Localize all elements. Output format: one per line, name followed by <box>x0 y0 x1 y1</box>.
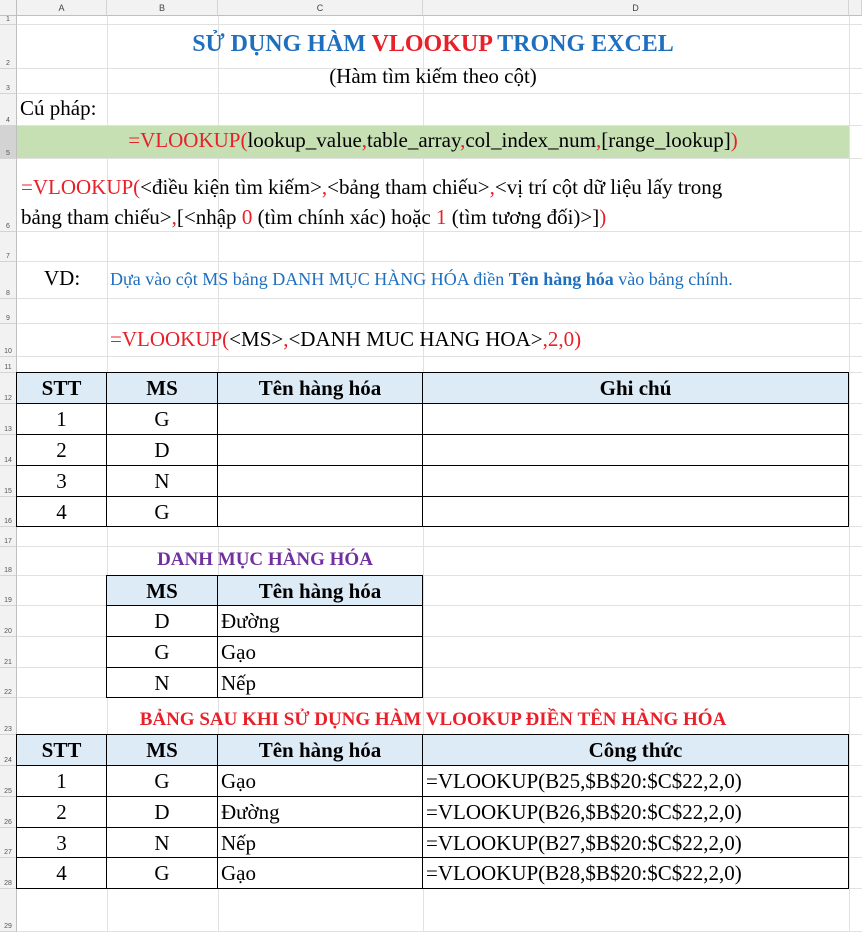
row-header[interactable] <box>0 299 17 324</box>
syntax-arg3: col_index_num <box>465 128 596 152</box>
table-cell[interactable]: 2 <box>17 797 107 828</box>
desc-p4: bảng tham chiếu> <box>21 205 172 229</box>
column-header-cell[interactable]: MS <box>107 373 218 404</box>
table-cell[interactable] <box>423 404 849 435</box>
row-header[interactable] <box>0 94 17 126</box>
row-header[interactable] <box>0 698 17 735</box>
table-cell[interactable]: D <box>107 797 218 828</box>
table-cell[interactable]: G <box>107 858 218 889</box>
table-cell[interactable] <box>218 466 423 497</box>
desc-comma1: , <box>321 175 328 199</box>
table-cell[interactable]: G <box>107 404 218 435</box>
row-number: 15 <box>4 488 12 495</box>
row-number: 5 <box>6 150 10 157</box>
desc-p6: (tìm chính xác) hoặc <box>252 205 436 229</box>
desc-p5: [<nhập <box>176 205 242 229</box>
row-number: 13 <box>4 426 12 433</box>
exf-close: ) <box>574 327 582 351</box>
syntax-arg4: [range_lookup] <box>601 128 731 152</box>
row-header[interactable] <box>0 797 17 828</box>
catalog-title[interactable]: DANH MỤC HÀNG HÓA <box>157 549 373 570</box>
table-cell[interactable] <box>218 404 423 435</box>
description-line2 <box>21 202 722 232</box>
column-header-cell[interactable]: STT <box>17 735 107 766</box>
description-line1 <box>21 172 722 202</box>
exf-comma1: , <box>283 327 289 351</box>
row-number: 4 <box>6 117 10 124</box>
example-formula[interactable] <box>110 327 581 352</box>
exf-n0: 0 <box>563 327 575 351</box>
row-header[interactable] <box>0 16 17 25</box>
column-header-d[interactable]: D <box>423 0 849 16</box>
desc-comma2: , <box>489 175 495 199</box>
row-gridline <box>17 261 862 262</box>
table-cell[interactable]: G <box>107 497 218 527</box>
exf-fn: =VLOOKUP( <box>110 327 230 351</box>
column-header-cell[interactable]: MS <box>107 576 218 606</box>
column-header-cell[interactable]: Ghi chú <box>423 373 849 404</box>
row-gridline <box>17 546 862 547</box>
row-number: 12 <box>4 395 12 402</box>
row-header[interactable] <box>0 159 17 232</box>
table-cell[interactable]: Nếp <box>218 828 423 858</box>
row-header[interactable] <box>0 232 17 262</box>
example-text[interactable] <box>110 269 733 290</box>
row-number: 19 <box>4 597 12 604</box>
syntax-label[interactable]: Cú pháp: <box>20 96 97 120</box>
table-cell[interactable] <box>218 435 423 466</box>
exf-comma2: , <box>542 327 548 351</box>
table-cell[interactable]: N <box>107 466 218 497</box>
table-cell[interactable]: =VLOOKUP(B25,$B$20:$C$22,2,0) <box>423 766 849 797</box>
column-header-cell[interactable]: STT <box>17 373 107 404</box>
column-header-b[interactable]: B <box>107 0 218 16</box>
row-number: 20 <box>4 628 12 635</box>
table-cell[interactable] <box>423 435 849 466</box>
column-header-cell[interactable]: MS <box>107 735 218 766</box>
title-part3: TRONG EXCEL <box>491 31 674 57</box>
row-number: 27 <box>4 849 12 856</box>
table-cell[interactable]: N <box>107 668 218 698</box>
exf-comma3: , <box>558 327 564 351</box>
table-cell[interactable] <box>423 497 849 527</box>
row-number: 1 <box>6 16 10 23</box>
row-number: 18 <box>4 567 12 574</box>
row-header[interactable] <box>0 126 17 159</box>
table-cell[interactable]: D <box>107 606 218 637</box>
result-title[interactable]: BẢNG SAU KHI SỬ DỤNG HÀM VLOOKUP ĐIỀN TÊN HÀNG HÓA <box>139 709 727 730</box>
table-cell[interactable]: Đường <box>218 606 423 637</box>
row-header[interactable] <box>0 637 17 668</box>
column-gridline <box>849 16 850 932</box>
table-cell[interactable]: Gạo <box>218 858 423 889</box>
syntax-arg1: lookup_value <box>247 128 362 152</box>
table-cell[interactable]: D <box>107 435 218 466</box>
title-part2: VLOOKUP <box>371 31 492 57</box>
exf-n2: 2 <box>547 327 559 351</box>
row-header[interactable] <box>0 547 17 576</box>
row-header[interactable] <box>0 858 17 889</box>
table-cell[interactable]: G <box>107 637 218 668</box>
row-number: 2 <box>6 60 10 67</box>
table-cell[interactable]: =VLOOKUP(B26,$B$20:$C$22,2,0) <box>423 797 849 828</box>
syntax-description[interactable] <box>21 172 722 232</box>
row-header[interactable] <box>0 466 17 497</box>
sheet-subtitle[interactable]: (Hàm tìm kiếm theo cột) <box>329 64 537 88</box>
row-number: 17 <box>4 538 12 545</box>
exf-p2: <DANH MUC HANG HOA> <box>288 327 543 351</box>
row-header[interactable] <box>0 889 17 932</box>
row-number: 29 <box>4 923 12 930</box>
column-header-cell[interactable]: Tên hàng hóa <box>218 735 423 766</box>
row-header[interactable] <box>0 262 17 299</box>
desc-fn: =VLOOKUP( <box>21 175 141 199</box>
table-cell[interactable]: 2 <box>17 435 107 466</box>
column-header-cell[interactable]: Tên hàng hóa <box>218 576 423 606</box>
row-header[interactable] <box>0 668 17 698</box>
desc-p3: <vị trí cột dữ liệu lấy trong <box>494 175 723 199</box>
row-number: 14 <box>4 457 12 464</box>
row-gridline <box>17 93 862 94</box>
row-number: 3 <box>6 85 10 92</box>
row-header[interactable] <box>0 404 17 435</box>
title-part1: SỬ DỤNG HÀM <box>192 31 372 57</box>
table-cell[interactable]: 1 <box>17 404 107 435</box>
table-cell[interactable]: =VLOOKUP(B27,$B$20:$C$22,2,0) <box>423 828 849 858</box>
column-header-cell[interactable]: Tên hàng hóa <box>218 373 423 404</box>
row-number: 26 <box>4 819 12 826</box>
row-number: 28 <box>4 880 12 887</box>
row-gridline <box>17 158 862 159</box>
row-gridline <box>17 323 862 324</box>
row-number: 7 <box>6 253 10 260</box>
table-cell[interactable]: G <box>107 766 218 797</box>
table-cell[interactable]: 4 <box>17 497 107 527</box>
row-header[interactable] <box>0 828 17 858</box>
syntax-fn: =VLOOKUP( <box>128 128 248 152</box>
desc-p2: <bảng tham chiếu> <box>327 175 490 199</box>
table-cell[interactable]: 3 <box>17 828 107 858</box>
column-header-a[interactable]: A <box>17 0 107 16</box>
row-number: 8 <box>6 290 10 297</box>
table-cell[interactable]: Gạo <box>218 637 423 668</box>
table-cell[interactable]: =VLOOKUP(B28,$B$20:$C$22,2,0) <box>423 858 849 889</box>
syntax-formula[interactable] <box>17 128 849 153</box>
table-cell[interactable]: Nếp <box>218 668 423 698</box>
row-number: 25 <box>4 788 12 795</box>
desc-close: ) <box>599 205 607 229</box>
syntax-comma3: , <box>596 128 602 152</box>
table-cell[interactable]: N <box>107 828 218 858</box>
row-number: 23 <box>4 726 12 733</box>
example-label[interactable]: VD: <box>44 266 81 290</box>
desc-p1: <điều kiện tìm kiếm> <box>140 175 322 199</box>
table-cell[interactable]: 3 <box>17 466 107 497</box>
syntax-comma2: , <box>460 128 466 152</box>
exf-p1: <MS> <box>229 327 284 351</box>
row-header[interactable] <box>0 527 17 547</box>
row-header[interactable] <box>0 766 17 797</box>
select-all-corner[interactable] <box>0 0 17 16</box>
row-number: 21 <box>4 659 12 666</box>
table-cell[interactable] <box>218 497 423 527</box>
row-header[interactable] <box>0 25 17 69</box>
column-header-blank[interactable] <box>849 0 862 16</box>
row-number: 9 <box>6 315 10 322</box>
syntax-close: ) <box>730 128 738 152</box>
table-cell[interactable]: 4 <box>17 858 107 889</box>
row-header[interactable] <box>0 735 17 766</box>
desc-p7: (tìm tương đối)>] <box>446 205 600 229</box>
syntax-arg2: table_array <box>367 128 461 152</box>
row-header[interactable] <box>0 324 17 357</box>
table-cell[interactable]: Đường <box>218 797 423 828</box>
row-number: 6 <box>6 223 10 230</box>
desc-n1: 1 <box>436 205 447 229</box>
row-header[interactable] <box>0 497 17 527</box>
row-header[interactable] <box>0 606 17 637</box>
row-header[interactable] <box>0 435 17 466</box>
row-number: 24 <box>4 757 12 764</box>
row-header[interactable] <box>0 69 17 94</box>
desc-n0: 0 <box>241 205 253 229</box>
row-gridline <box>17 298 862 299</box>
sheet-title[interactable] <box>17 31 849 58</box>
row-number: 16 <box>4 518 12 525</box>
row-gridline <box>17 24 862 25</box>
example-text1: Dựa vào cột MS bảng DANH MỤC HÀNG HÓA điền <box>110 269 509 289</box>
table-cell[interactable] <box>423 466 849 497</box>
example-bold: Tên hàng hóa <box>508 269 614 289</box>
row-header[interactable] <box>0 357 17 373</box>
table-cell[interactable]: Gạo <box>218 766 423 797</box>
row-header[interactable] <box>0 576 17 606</box>
row-number: 11 <box>4 364 12 371</box>
example-text2: vào bảng chính. <box>613 269 733 289</box>
row-number: 10 <box>4 348 12 355</box>
row-header[interactable] <box>0 373 17 404</box>
column-header-cell[interactable]: Công thức <box>423 735 849 766</box>
syntax-comma1: , <box>361 128 368 152</box>
desc-comma3: , <box>171 205 177 229</box>
table-cell[interactable]: 1 <box>17 766 107 797</box>
column-header-c[interactable]: C <box>218 0 423 16</box>
row-number: 22 <box>4 689 12 696</box>
row-gridline <box>17 356 862 357</box>
